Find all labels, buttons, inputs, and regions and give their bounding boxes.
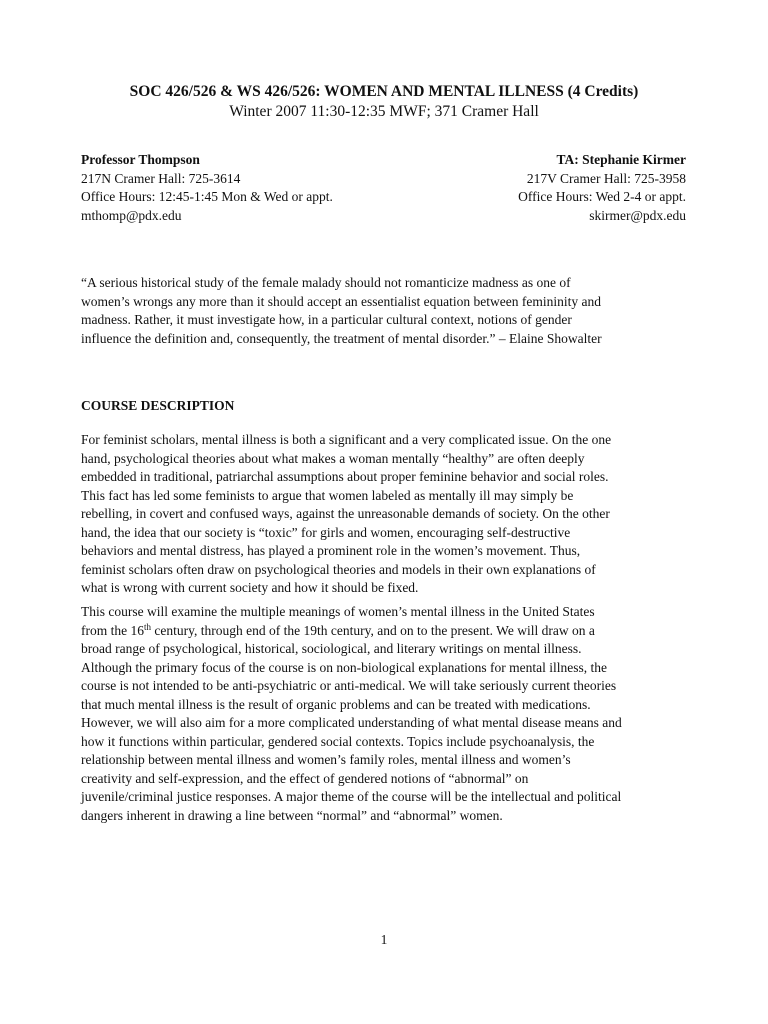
paragraph-line: This course will examine the multiple meanings of women’s mental illness in the United States bbox=[81, 604, 595, 619]
ta-contact bbox=[518, 151, 686, 225]
ta-email: skirmer@pdx.edu bbox=[589, 207, 686, 223]
paragraph-line: course is not intended to be anti-psychiatric or anti-medical. We will take seriously current theories bbox=[81, 678, 617, 693]
quote-line: women’s wrongs any more than it should accept an essentialist equation between femininity and bbox=[81, 293, 601, 309]
paragraph-line-with-superscript bbox=[81, 622, 691, 641]
paragraph-text: from the 16 bbox=[81, 622, 144, 638]
paragraph-line: creativity and self-expression, and the effect of gendered notions of “abnormal” on bbox=[81, 770, 529, 786]
professor-hours: Office Hours: 12:45-1:45 Mon & Wed or appt. bbox=[81, 189, 333, 204]
course-schedule: Winter 2007 11:30-12:35 MWF; 371 Cramer Hall bbox=[229, 103, 539, 120]
epigraph-quote bbox=[81, 274, 691, 348]
paragraph-line: behaviors and mental distress, has played a prominent role in the women’s movement. Thus, bbox=[81, 543, 581, 558]
paragraph-line: hand, psychological theories about what makes a woman mentally “healthy” are often deeply bbox=[81, 450, 585, 466]
ta-hours: Office Hours: Wed 2-4 or appt. bbox=[518, 189, 686, 204]
paragraph-line: broad range of psychological, historical, sociological, and literary writings on mental illness. bbox=[81, 641, 582, 656]
paragraph-line: juvenile/criminal justice responses. A major theme of the course will be the intellectual and political bbox=[81, 789, 622, 804]
paragraph-line: Although the primary focus of the course is on non-biological explanations for mental illness, the bbox=[81, 659, 608, 675]
ordinal-superscript: th bbox=[144, 621, 152, 632]
paragraph-line: rebelling, in covert and confused ways, against the unreasonable demands of society. On the other bbox=[81, 506, 610, 521]
quote-line: madness. Rather, it must investigate how, in a particular cultural context, notions of gender bbox=[81, 312, 572, 327]
title-block bbox=[0, 82, 768, 122]
paragraph-line: hand, the idea that our society is “toxic” for girls and women, encouraging self-destructive bbox=[81, 524, 571, 540]
paragraph-line: However, we will also aim for a more complicated understanding of what mental disease means and bbox=[81, 715, 622, 730]
paragraph-line: that much mental illness is the result of organic problems and can be treated with medications. bbox=[81, 696, 591, 712]
paragraph-line: This fact has led some feminists to argue that women labeled as mentally ill may simply be bbox=[81, 487, 574, 503]
quote-line: “A serious historical study of the female malady should not romanticize madness as one of bbox=[81, 275, 571, 290]
course-title: SOC 426/526 & WS 426/526: WOMEN AND MENTAL ILLNESS (4 Credits) bbox=[129, 83, 639, 100]
page-number: 1 bbox=[380, 932, 388, 947]
professor-email: mthomp@pdx.edu bbox=[81, 207, 182, 223]
paragraph-line: dangers inherent in drawing a line between “normal” and “abnormal” women. bbox=[81, 807, 503, 823]
professor-office: 217N Cramer Hall: 725-3614 bbox=[81, 170, 241, 186]
description-paragraph-1 bbox=[81, 431, 691, 598]
ta-office: 217V Cramer Hall: 725-3958 bbox=[526, 170, 686, 186]
ta-name: TA: Stephanie Kirmer bbox=[556, 152, 686, 167]
section-heading: COURSE DESCRIPTION bbox=[81, 398, 235, 413]
paragraph-text: century, through end of the 19th century, and on to the present. We will draw on a bbox=[151, 622, 595, 638]
quote-line: influence the definition and, consequently, the treatment of mental disorder.” – Elaine Showalter bbox=[81, 330, 602, 346]
professor-name: Professor Thompson bbox=[81, 152, 200, 167]
professor-contact bbox=[81, 151, 333, 225]
paragraph-line: embedded in traditional, patriarchal assumptions about proper feminine behavior and social roles. bbox=[81, 469, 609, 484]
paragraph-line: For feminist scholars, mental illness is both a significant and a very complicated issue. On the one bbox=[81, 432, 612, 447]
paragraph-line: relationship between mental illness and women’s family roles, mental illness and women’s bbox=[81, 752, 571, 767]
paragraph-line: what is wrong with current society and how it should be fixed. bbox=[81, 580, 419, 595]
paragraph-line: feminist scholars often draw on psychological theories and models in their own explanations of bbox=[81, 561, 596, 577]
description-paragraph-2 bbox=[81, 603, 691, 825]
paragraph-line: how it functions within particular, gendered social contexts. Topics include psychoanalysis, the bbox=[81, 733, 595, 749]
